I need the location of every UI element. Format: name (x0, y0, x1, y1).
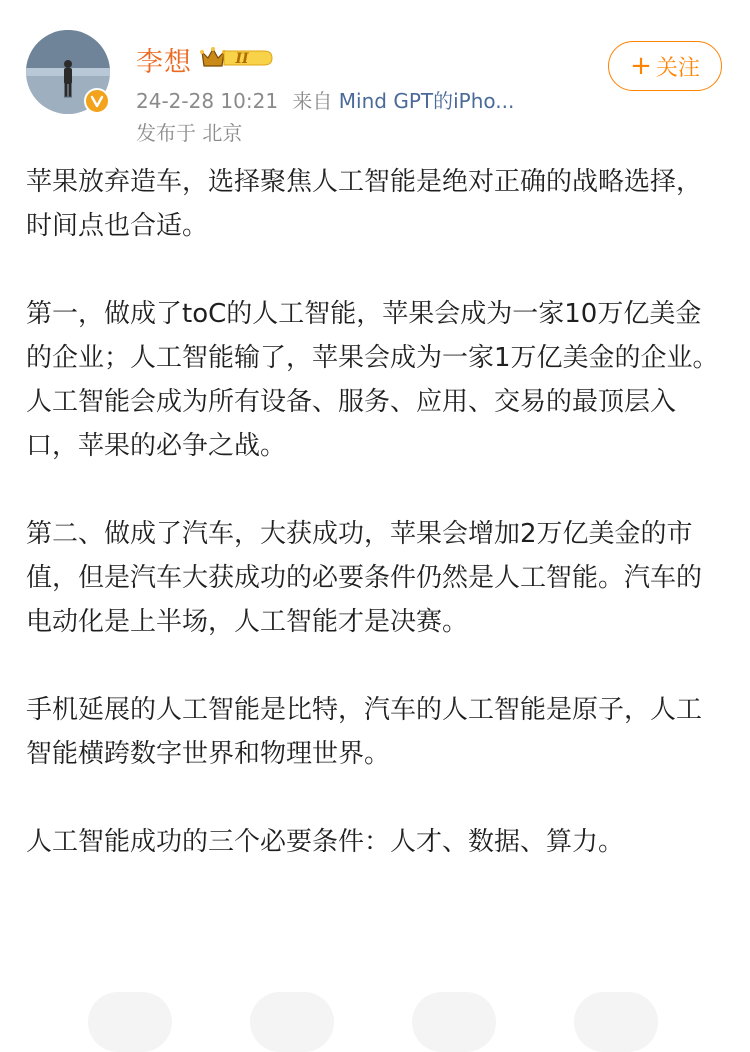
level-badge-text: II (235, 51, 249, 67)
verified-icon (84, 88, 110, 114)
post-timestamp: 24-2-28 10:21 (136, 89, 279, 113)
follow-button[interactable] (608, 41, 722, 91)
post-paragraph: 人工智能成功的三个必要条件：人才、数据、算力。 (26, 827, 625, 857)
plus-icon: + (630, 51, 652, 81)
action-bar-partial (0, 986, 750, 1018)
comment-button-partial[interactable] (250, 992, 334, 1052)
author-name[interactable]: 李想 (136, 47, 192, 78)
post-paragraph: 第一，做成了toC的人工智能，苹果会成为一家10万亿美金的企业；人工智能输了，苹果会成为一家1万亿美金的企业。人工智能会成为所有设备、服务、应用、交易的最顶层入口，苹果的必争之战。 (26, 299, 719, 461)
post-paragraph: 手机延展的人工智能是比特，汽车的人工智能是原子，人工智能横跨数字世界和物理世界。 (26, 695, 703, 769)
source-prefix: 来自 (292, 89, 333, 113)
like-button-partial[interactable] (412, 992, 496, 1052)
repost-button-partial[interactable] (88, 992, 172, 1052)
post-meta (136, 85, 514, 114)
post-location: 发布于 北京 (136, 121, 243, 145)
post-paragraph: 第二、做成了汽车，大获成功，苹果会增加2万亿美金的市值，但是汽车大获成功的必要条件仍然是人工智能。汽车的电动化是上半场，人工智能才是决赛。 (26, 519, 703, 637)
share-button-partial[interactable] (574, 992, 658, 1052)
crown-level-icon[interactable] (198, 44, 276, 72)
follow-label: 关注 (655, 55, 700, 81)
post-content (26, 160, 726, 908)
source-link[interactable]: Mind GPT的iPho... (338, 89, 515, 113)
post-paragraph: 苹果放弃造车，选择聚焦人工智能是绝对正确的战略选择，时间点也合适。 (26, 167, 703, 241)
post-header (0, 0, 750, 150)
